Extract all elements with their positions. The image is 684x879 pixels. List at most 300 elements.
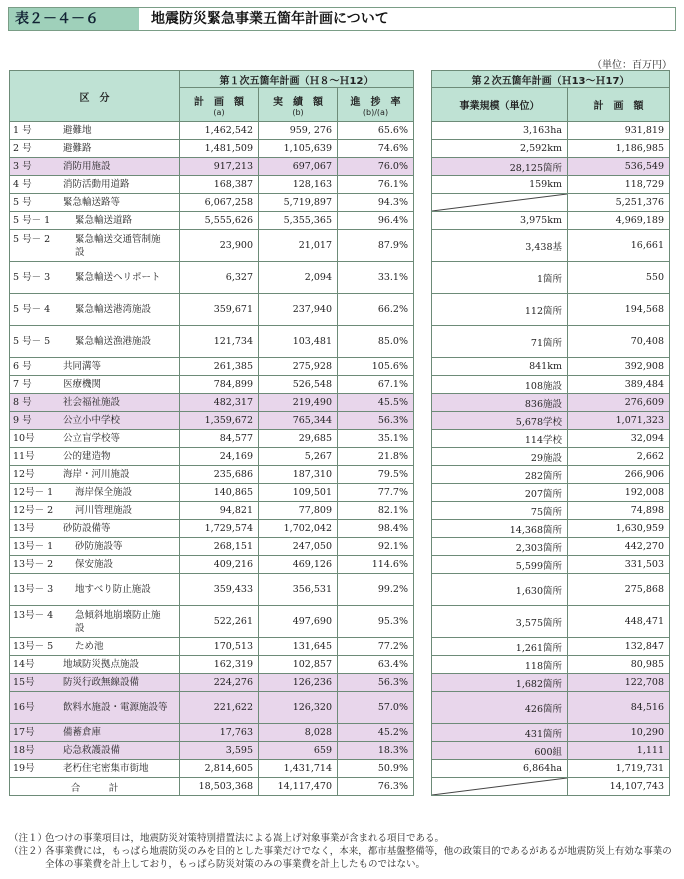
project-scale: 2,303箇所 xyxy=(432,538,568,556)
plan-amount: 221,622 xyxy=(180,692,259,724)
row-label xyxy=(10,122,180,140)
table-row xyxy=(10,692,414,724)
row-name: 河川管理施設 xyxy=(75,505,133,516)
row-label xyxy=(10,394,180,412)
row-number: 12号－ 1 xyxy=(13,487,54,498)
progress-rate: 35.1% xyxy=(338,430,414,448)
row-number: 13号－ 1 xyxy=(13,541,54,552)
table-row xyxy=(10,520,414,538)
project-scale: 3,975km xyxy=(432,212,568,230)
row-label xyxy=(10,656,180,674)
progress-rate: 66.2% xyxy=(338,294,414,326)
row-name: 社会福祉施設 xyxy=(63,397,121,408)
plan-amount-2: 931,819 xyxy=(568,122,670,140)
actual-amount: 21,017 xyxy=(259,230,338,262)
progress-rate: 77.7% xyxy=(338,484,414,502)
row-label xyxy=(10,448,180,466)
table-row xyxy=(432,176,670,194)
table-row xyxy=(432,430,670,448)
plan-amount-2: 10,290 xyxy=(568,724,670,742)
table-row xyxy=(432,358,670,376)
total-row xyxy=(10,778,414,796)
table-row xyxy=(432,724,670,742)
table-row xyxy=(432,656,670,674)
row-number: 18号 xyxy=(13,745,35,756)
row-name: 緊急輸送ヘリポート xyxy=(75,272,161,283)
row-label xyxy=(10,574,180,606)
row-label xyxy=(10,294,180,326)
project-scale: 159km xyxy=(432,176,568,194)
row-label xyxy=(10,140,180,158)
actual-amount: 356,531 xyxy=(259,574,338,606)
table-number: 表２－４－６ xyxy=(9,8,139,30)
progress-rate: 45.2% xyxy=(338,724,414,742)
row-label xyxy=(10,520,180,538)
progress-rate: 50.9% xyxy=(338,760,414,778)
project-scale: 836施設 xyxy=(432,394,568,412)
header-actual-amount: 実 績 額 (b) xyxy=(259,88,338,122)
plan-amount: 94,821 xyxy=(180,502,259,520)
row-name: 防災行政無線設備 xyxy=(63,677,140,688)
row-number: 13号 xyxy=(13,523,35,534)
table-row xyxy=(10,230,414,262)
unit-note: （単位：百万円） xyxy=(592,60,672,71)
project-scale: 1箇所 xyxy=(432,262,568,294)
table-row xyxy=(432,448,670,466)
project-scale: 431箇所 xyxy=(432,724,568,742)
row-label xyxy=(10,412,180,430)
actual-amount: 5,267 xyxy=(259,448,338,466)
plan-amount-2: 192,008 xyxy=(568,484,670,502)
table-row xyxy=(10,742,414,760)
progress-rate: 33.1% xyxy=(338,262,414,294)
table-row xyxy=(10,394,414,412)
row-label xyxy=(10,358,180,376)
plan-amount: 409,216 xyxy=(180,556,259,574)
table-row xyxy=(10,674,414,692)
plan-amount: 917,213 xyxy=(180,158,259,176)
table-row xyxy=(432,230,670,262)
table-row xyxy=(10,638,414,656)
table-row xyxy=(432,394,670,412)
row-number: 14号 xyxy=(13,659,35,670)
plan-amount-2: 4,969,189 xyxy=(568,212,670,230)
progress-rate: 76.1% xyxy=(338,176,414,194)
table-row xyxy=(10,656,414,674)
plan-amount-2: 1,719,731 xyxy=(568,760,670,778)
table-row xyxy=(432,122,670,140)
diagonal-slash xyxy=(432,778,567,795)
actual-amount: 5,719,897 xyxy=(259,194,338,212)
project-scale: 282箇所 xyxy=(432,466,568,484)
table-row xyxy=(10,556,414,574)
table-row xyxy=(10,294,414,326)
footnote-1: （注１） 色つけの事業項目は，地震防災対策特別措置法による嵩上げ対象事業が含まれる項目である。 xyxy=(9,833,445,844)
row-number: 2 号 xyxy=(13,143,32,154)
actual-amount: 126,236 xyxy=(259,674,338,692)
total-rate: 76.3% xyxy=(338,778,414,796)
plan-amount: 1,359,672 xyxy=(180,412,259,430)
row-label xyxy=(10,326,180,358)
table-row xyxy=(10,358,414,376)
table-row xyxy=(10,538,414,556)
progress-rate: 95.3% xyxy=(338,606,414,638)
plan-amount: 168,387 xyxy=(180,176,259,194)
actual-amount: 5,355,365 xyxy=(259,212,338,230)
plan-amount-2: 16,661 xyxy=(568,230,670,262)
progress-rate: 92.1% xyxy=(338,538,414,556)
row-number: 5 号－ 2 xyxy=(13,233,51,245)
plan-amount-2: 2,662 xyxy=(568,448,670,466)
row-label xyxy=(10,538,180,556)
plan-amount: 268,151 xyxy=(180,538,259,556)
progress-rate: 63.4% xyxy=(338,656,414,674)
progress-rate: 96.4% xyxy=(338,212,414,230)
row-number: 16号 xyxy=(13,702,35,713)
row-name: 緊急輸送港湾施設 xyxy=(75,304,152,315)
row-number: 7 号 xyxy=(13,379,32,390)
row-name: 砂防設備等 xyxy=(63,523,111,534)
row-name: 公立盲学校等 xyxy=(63,433,121,444)
table-row xyxy=(10,158,414,176)
plan-amount: 121,734 xyxy=(180,326,259,358)
table-row xyxy=(432,556,670,574)
table-row xyxy=(432,760,670,778)
plan-amount: 24,169 xyxy=(180,448,259,466)
plan-amount-2: 32,094 xyxy=(568,430,670,448)
row-number: 13号－ 3 xyxy=(13,584,54,595)
actual-amount: 275,928 xyxy=(259,358,338,376)
row-number: 12号－ 2 xyxy=(13,505,54,516)
plan-amount: 359,671 xyxy=(180,294,259,326)
table-row xyxy=(10,122,414,140)
second-plan-table xyxy=(431,70,670,796)
table-row xyxy=(432,158,670,176)
row-name: 緊急輸送路等 xyxy=(63,197,121,208)
footnote-2: （注２） 各事業費には，もっぱら地震防災のみを目的とした事業だけでなく，本来，都市基盤整備等，他の政策目的であるがあるが地震防災上有効な事業の全体の事業費を計上しており，もっぱら防災対策のみの事業費を計上したものではない。 xyxy=(9,846,672,870)
table-row xyxy=(10,448,414,466)
table-row xyxy=(10,430,414,448)
row-number: 10号 xyxy=(13,433,35,444)
table-row xyxy=(432,606,670,638)
table-row xyxy=(432,674,670,692)
row-number: 5 号－ 3 xyxy=(13,272,51,283)
table-row xyxy=(10,262,414,294)
actual-amount: 29,685 xyxy=(259,430,338,448)
plan-amount: 784,899 xyxy=(180,376,259,394)
plan-amount-2: 194,568 xyxy=(568,294,670,326)
project-scale: 5,599箇所 xyxy=(432,556,568,574)
project-scale: 3,575箇所 xyxy=(432,606,568,638)
actual-amount: 1,105,639 xyxy=(259,140,338,158)
plan-amount-2: 389,484 xyxy=(568,376,670,394)
plan-amount: 140,865 xyxy=(180,484,259,502)
total-plan: 18,503,368 xyxy=(180,778,259,796)
plan-amount: 224,276 xyxy=(180,674,259,692)
actual-amount: 697,067 xyxy=(259,158,338,176)
progress-rate: 85.0% xyxy=(338,326,414,358)
table-row xyxy=(432,538,670,556)
row-name: 地すべり防止施設 xyxy=(75,584,151,595)
plan-amount-2: 1,630,959 xyxy=(568,520,670,538)
row-name: 砂防施設等 xyxy=(75,541,123,552)
plan-amount: 482,317 xyxy=(180,394,259,412)
table-row xyxy=(432,638,670,656)
progress-rate: 87.9% xyxy=(338,230,414,262)
diagonal-slash xyxy=(432,194,567,211)
progress-rate: 82.1% xyxy=(338,502,414,520)
row-name: 緊急輸送道路 xyxy=(75,215,133,226)
progress-rate: 56.3% xyxy=(338,412,414,430)
table-row xyxy=(432,294,670,326)
header-first-plan: 第１次五箇年計画（Ｈ８～Ｈ12） xyxy=(180,71,414,88)
table-row xyxy=(10,376,414,394)
row-number: 13号－ 5 xyxy=(13,641,54,652)
actual-amount: 8,028 xyxy=(259,724,338,742)
progress-rate: 79.5% xyxy=(338,466,414,484)
table-row xyxy=(10,176,414,194)
row-number: 11号 xyxy=(13,451,35,462)
plan-amount: 3,595 xyxy=(180,742,259,760)
actual-amount: 765,344 xyxy=(259,412,338,430)
progress-rate: 98.4% xyxy=(338,520,414,538)
row-number: 12号 xyxy=(13,469,35,480)
table-row xyxy=(432,692,670,724)
table-row xyxy=(10,484,414,502)
row-label xyxy=(10,760,180,778)
plan-amount: 170,513 xyxy=(180,638,259,656)
total-row xyxy=(432,778,670,796)
table-row xyxy=(432,742,670,760)
plan-amount: 2,814,605 xyxy=(180,760,259,778)
progress-rate: 74.6% xyxy=(338,140,414,158)
table-row xyxy=(432,502,670,520)
row-name: 老朽住宅密集市街地 xyxy=(63,763,149,774)
progress-rate: 94.3% xyxy=(338,194,414,212)
plan-amount: 5,555,626 xyxy=(180,212,259,230)
plan-amount-2: 275,868 xyxy=(568,574,670,606)
project-scale: 426箇所 xyxy=(432,692,568,724)
row-number: 19号 xyxy=(13,763,35,774)
total-scale-blank xyxy=(432,778,568,796)
row-label xyxy=(10,158,180,176)
plan-amount-2: 84,516 xyxy=(568,692,670,724)
project-scale: 71箇所 xyxy=(432,326,568,358)
table-row xyxy=(10,466,414,484)
row-label xyxy=(10,212,180,230)
plan-amount: 162,319 xyxy=(180,656,259,674)
plan-amount-2: 74,898 xyxy=(568,502,670,520)
project-scale: 108施設 xyxy=(432,376,568,394)
row-name: 公的建造物 xyxy=(63,451,111,462)
progress-rate: 77.2% xyxy=(338,638,414,656)
row-label xyxy=(10,692,180,724)
row-label xyxy=(10,502,180,520)
progress-rate: 67.1% xyxy=(338,376,414,394)
row-name: ため池 xyxy=(75,641,104,652)
plan-amount-2: 80,985 xyxy=(568,656,670,674)
row-name: 地域防災拠点施設 xyxy=(63,659,140,670)
progress-rate: 45.5% xyxy=(338,394,414,412)
row-name: 消防用施設 xyxy=(63,161,111,172)
table-row xyxy=(432,140,670,158)
row-label xyxy=(10,556,180,574)
plan-amount-2: 266,906 xyxy=(568,466,670,484)
actual-amount: 1,431,714 xyxy=(259,760,338,778)
row-number: 3 号 xyxy=(13,161,32,172)
table-row xyxy=(432,326,670,358)
plan-amount: 6,067,258 xyxy=(180,194,259,212)
actual-amount: 219,490 xyxy=(259,394,338,412)
row-label xyxy=(10,674,180,692)
actual-amount: 2,094 xyxy=(259,262,338,294)
progress-rate: 114.6% xyxy=(338,556,414,574)
actual-amount: 237,940 xyxy=(259,294,338,326)
row-name: 海岸保全施設 xyxy=(75,487,133,498)
row-name: 公立小中学校 xyxy=(63,415,121,426)
project-scale: 28,125箇所 xyxy=(432,158,568,176)
plan-amount: 522,261 xyxy=(180,606,259,638)
project-scale: 2,592km xyxy=(432,140,568,158)
row-label xyxy=(10,376,180,394)
table-row xyxy=(10,574,414,606)
row-number: 5 号 xyxy=(13,197,32,208)
row-number: 4 号 xyxy=(13,179,32,190)
row-number: 5 号－ 4 xyxy=(13,304,51,315)
row-number: 17号 xyxy=(13,727,35,738)
header-project-scale: 事業規模（単位） xyxy=(432,88,568,122)
plan-amount-2: 331,503 xyxy=(568,556,670,574)
row-name: 消防活動用道路 xyxy=(63,179,130,190)
project-scale: 6,864ha xyxy=(432,760,568,778)
row-name: 医療機関 xyxy=(63,379,102,390)
plan-amount: 359,433 xyxy=(180,574,259,606)
table-row xyxy=(432,262,670,294)
table-row xyxy=(10,412,414,430)
project-scale: 207箇所 xyxy=(432,484,568,502)
table-row xyxy=(10,760,414,778)
row-label xyxy=(10,262,180,294)
actual-amount: 103,481 xyxy=(259,326,338,358)
row-label xyxy=(10,638,180,656)
actual-amount: 128,163 xyxy=(259,176,338,194)
table-row xyxy=(432,574,670,606)
row-label xyxy=(10,724,180,742)
table-row xyxy=(432,212,670,230)
header-plan-amount: 計 画 額 (a) xyxy=(180,88,259,122)
footnotes xyxy=(9,832,677,871)
project-scale xyxy=(432,194,568,212)
table-row xyxy=(10,212,414,230)
row-name: 避難地 xyxy=(63,125,92,136)
row-name: 備蓄倉庫 xyxy=(63,727,102,738)
header-plan-amount-2: 計 画 額 xyxy=(568,88,670,122)
row-number: 13号－ 4 xyxy=(13,609,54,621)
plan-amount-2: 448,471 xyxy=(568,606,670,638)
row-name: 避難路 xyxy=(63,143,92,154)
progress-rate: 21.8% xyxy=(338,448,414,466)
first-plan-table xyxy=(9,70,414,796)
total-plan-2: 14,107,743 xyxy=(568,778,670,796)
plan-amount-2: 442,270 xyxy=(568,538,670,556)
row-name: 急傾斜地崩壊防止施設 xyxy=(75,609,161,634)
plan-amount: 1,481,509 xyxy=(180,140,259,158)
project-scale: 118箇所 xyxy=(432,656,568,674)
project-scale: 841km xyxy=(432,358,568,376)
project-scale: 29施設 xyxy=(432,448,568,466)
table-row xyxy=(10,194,414,212)
actual-amount: 959, 276 xyxy=(259,122,338,140)
plan-amount-2: 1,111 xyxy=(568,742,670,760)
plan-amount-2: 5,251,376 xyxy=(568,194,670,212)
row-number: 5 号－ 1 xyxy=(13,215,51,226)
header-second-plan: 第２次五箇年計画（Ｈ13～Ｈ17） xyxy=(432,71,670,88)
row-label xyxy=(10,606,180,638)
table-row xyxy=(432,412,670,430)
plan-amount: 6,327 xyxy=(180,262,259,294)
project-scale: 75箇所 xyxy=(432,502,568,520)
actual-amount: 77,809 xyxy=(259,502,338,520)
row-name: 飲料水施設・電源施設等 xyxy=(63,702,168,713)
table-row xyxy=(10,140,414,158)
plan-amount: 261,385 xyxy=(180,358,259,376)
row-label xyxy=(10,230,180,262)
table-row xyxy=(10,502,414,520)
plan-amount-2: 70,408 xyxy=(568,326,670,358)
row-number: 13号－ 2 xyxy=(13,559,54,570)
project-scale: 112箇所 xyxy=(432,294,568,326)
table-row xyxy=(432,466,670,484)
plan-amount-2: 132,847 xyxy=(568,638,670,656)
plan-amount-2: 536,549 xyxy=(568,158,670,176)
progress-rate: 65.6% xyxy=(338,122,414,140)
row-label xyxy=(10,742,180,760)
actual-amount: 131,645 xyxy=(259,638,338,656)
project-scale: 14,368箇所 xyxy=(432,520,568,538)
progress-rate: 57.0% xyxy=(338,692,414,724)
row-number: 8 号 xyxy=(13,397,32,408)
row-number: 6 号 xyxy=(13,361,32,372)
table-row xyxy=(10,326,414,358)
project-scale: 114学校 xyxy=(432,430,568,448)
row-number: 5 号－ 5 xyxy=(13,336,51,347)
project-scale: 1,261箇所 xyxy=(432,638,568,656)
table-row xyxy=(432,520,670,538)
project-scale: 5,678学校 xyxy=(432,412,568,430)
table-row xyxy=(10,606,414,638)
progress-rate: 76.0% xyxy=(338,158,414,176)
row-name: 海岸・河川施設 xyxy=(63,469,130,480)
row-name: 緊急輸送漁港施設 xyxy=(75,336,152,347)
row-name: 保安施設 xyxy=(75,559,114,570)
row-number: 9 号 xyxy=(13,415,32,426)
progress-rate: 99.2% xyxy=(338,574,414,606)
row-name: 緊急輸送交通管制施設 xyxy=(75,233,161,258)
plan-amount-2: 550 xyxy=(568,262,670,294)
actual-amount: 659 xyxy=(259,742,338,760)
title-bar xyxy=(8,7,676,31)
total-label: 合 計 xyxy=(10,778,180,796)
actual-amount: 469,126 xyxy=(259,556,338,574)
project-scale: 600組 xyxy=(432,742,568,760)
progress-rate: 18.3% xyxy=(338,742,414,760)
actual-amount: 1,702,042 xyxy=(259,520,338,538)
row-number: 15号 xyxy=(13,677,35,688)
row-name: 共同溝等 xyxy=(63,361,102,372)
row-label xyxy=(10,430,180,448)
actual-amount: 247,050 xyxy=(259,538,338,556)
project-scale: 1,682箇所 xyxy=(432,674,568,692)
